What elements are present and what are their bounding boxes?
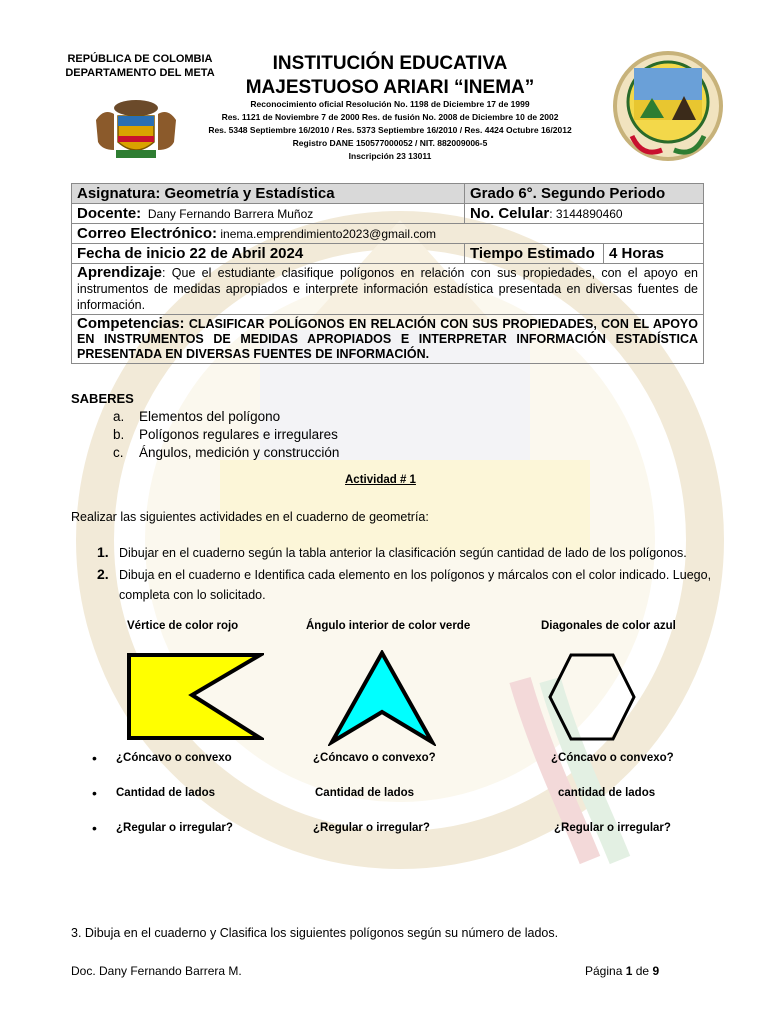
question-regular-1: ¿Regular o irregular? bbox=[116, 822, 233, 834]
footer-page-number bbox=[585, 964, 659, 978]
competencies-text: CLASIFICAR POLÍGONOS EN RELACIÓN CON SUS PROPIEDADES, CON EL APOYO EN INSTRUMENTOS DE MEDIDAS APROPIADOS E INTERPRETAR INFORMACIÓN ESTADÍSTICA PRESENTADA EN DIVERSAS FUENTES DE INFORMACIÓN. bbox=[77, 317, 698, 361]
item-number: 1. bbox=[97, 544, 109, 560]
bullet: • bbox=[92, 785, 97, 801]
institution-title bbox=[200, 52, 580, 100]
question-concave-2: ¿Cóncavo o convexo? bbox=[313, 752, 436, 764]
email-cell bbox=[72, 224, 704, 244]
question-regular-3: ¿Regular o irregular? bbox=[554, 822, 671, 834]
concave-pentagon-shape bbox=[126, 652, 264, 742]
teacher-name: Dany Fernando Barrera Muñoz bbox=[147, 207, 314, 221]
department-text: DEPARTAMENTO DEL META bbox=[65, 67, 215, 79]
institution-resolutions bbox=[200, 98, 580, 163]
email-label: Correo Electrónico: bbox=[77, 225, 218, 242]
item-number: 2. bbox=[97, 566, 109, 582]
learning-cell bbox=[72, 264, 704, 315]
page-total: 9 bbox=[652, 964, 660, 978]
page-prefix: Página bbox=[585, 964, 623, 978]
activity-intro: Realizar las siguientes actividades en el cuaderno de geometría: bbox=[71, 510, 429, 524]
activity-item-2 bbox=[97, 564, 719, 605]
resolution-line: Res. 5348 Septiembre 16/2010 / Res. 5373 Septiembre 16/2010 / Res. 4424 Octubre 16/2012 bbox=[208, 125, 572, 135]
question-concave-3: ¿Cóncavo o convexo? bbox=[551, 752, 674, 764]
resolution-line: Res. 1121 de Noviembre 7 de 2000 Res. de fusión No. 2008 de Diciembre 10 de 2002 bbox=[221, 112, 559, 122]
list-item bbox=[113, 408, 339, 426]
list-text: Elementos del polígono bbox=[139, 409, 281, 424]
subject-cell bbox=[72, 184, 465, 204]
course-info-table bbox=[71, 183, 704, 364]
phone-label: No. Celular bbox=[470, 205, 550, 222]
question-regular-2: ¿Regular o irregular? bbox=[313, 822, 430, 834]
colombia-coat-of-arms-icon bbox=[86, 80, 186, 164]
time-label: Tiempo Estimado bbox=[470, 245, 595, 262]
title-line-1: INSTITUCIÓN EDUCATIVA bbox=[272, 53, 508, 74]
competencies-cell bbox=[72, 315, 704, 364]
list-letter: c. bbox=[113, 445, 124, 460]
question-concave-1: ¿Cóncavo o convexo bbox=[116, 752, 232, 764]
hexagon-shape bbox=[547, 652, 637, 742]
hours-value: 4 Horas bbox=[609, 245, 665, 262]
question-sides-1: Cantidad de lados bbox=[116, 787, 216, 799]
page-of: de bbox=[635, 964, 650, 978]
list-text: Polígonos regulares e irregulares bbox=[139, 427, 338, 442]
institution-seal-icon bbox=[612, 50, 724, 162]
grade-cell bbox=[465, 184, 704, 204]
resolution-line: Inscripción 23 13011 bbox=[348, 151, 432, 161]
page-current: 1 bbox=[625, 964, 633, 978]
phone-cell bbox=[465, 204, 704, 224]
learning-label: Aprendizaje bbox=[77, 264, 163, 281]
resolution-line: Reconocimiento oficial Resolución No. 1198 de Diciembre 17 de 1999 bbox=[250, 99, 530, 109]
figure-label-angle: Ángulo interior de color verde bbox=[306, 620, 471, 632]
saberes-title: SABERES bbox=[71, 391, 134, 406]
question-sides-3: cantidad de lados bbox=[558, 787, 656, 799]
hours-cell bbox=[604, 244, 704, 264]
list-text: Ángulos, medición y construcción bbox=[139, 445, 340, 460]
list-letter: b. bbox=[113, 427, 125, 442]
figure-label-vertex: Vértice de color rojo bbox=[127, 620, 239, 632]
item-text: Dibujar en el cuaderno según la tabla anterior la clasificación según cantidad de lado de los polígonos. bbox=[119, 546, 687, 560]
learning-text: : Que el estudiante clasifique polígonos en relación con sus propiedades, con el apoyo en instrumentos de medidas apropiados e interprete información estadística presentada en diversas fuentes de información. bbox=[77, 266, 698, 312]
activity-title: Actividad # 1 bbox=[345, 474, 416, 486]
list-letter: a. bbox=[113, 409, 125, 424]
bullet: • bbox=[92, 820, 97, 836]
resolution-line: Registro DANE 150577000052 / NIT. 882009006-5 bbox=[292, 138, 488, 148]
saberes-list bbox=[113, 408, 339, 462]
footer-author: Doc. Dany Fernando Barrera M. bbox=[71, 964, 242, 978]
phone-value: : 3144890460 bbox=[549, 207, 623, 221]
teacher-cell bbox=[72, 204, 465, 224]
email-value[interactable]: inema.emprendimiento2023@gmail.com bbox=[220, 227, 436, 241]
competencies-label: Competencias: bbox=[77, 315, 185, 332]
activity-item-3: 3. Dibuja en el cuaderno y Clasifica los siguientes polígonos según su número de lados. bbox=[71, 926, 559, 940]
teacher-label: Docente: bbox=[77, 205, 142, 222]
list-item bbox=[113, 444, 339, 462]
title-line-2: MAJESTUOSO ARIARI “INEMA” bbox=[245, 77, 535, 98]
figure-label-diagonals: Diagonales de color azul bbox=[541, 620, 676, 632]
bullet: • bbox=[92, 750, 97, 766]
grade-text: Grado 6°. Segundo Periodo bbox=[470, 185, 666, 202]
start-date-text: Fecha de inicio 22 de Abril 2024 bbox=[77, 245, 304, 262]
arrowhead-quadrilateral-shape bbox=[328, 650, 436, 746]
activity-item-1 bbox=[97, 542, 697, 563]
question-sides-2: Cantidad de lados bbox=[315, 787, 415, 799]
time-label-cell bbox=[465, 244, 604, 264]
item-text: Dibuja en el cuaderno e Identifica cada elemento en los polígonos y márcalos con el color indicado. Luego, completa con lo solicitado. bbox=[119, 568, 712, 602]
country-text: REPÚBLICA DE COLOMBIA bbox=[67, 53, 213, 65]
subject-text: Asignatura: Geometría y Estadística bbox=[77, 185, 335, 202]
start-date-cell bbox=[72, 244, 465, 264]
list-item bbox=[113, 426, 339, 444]
